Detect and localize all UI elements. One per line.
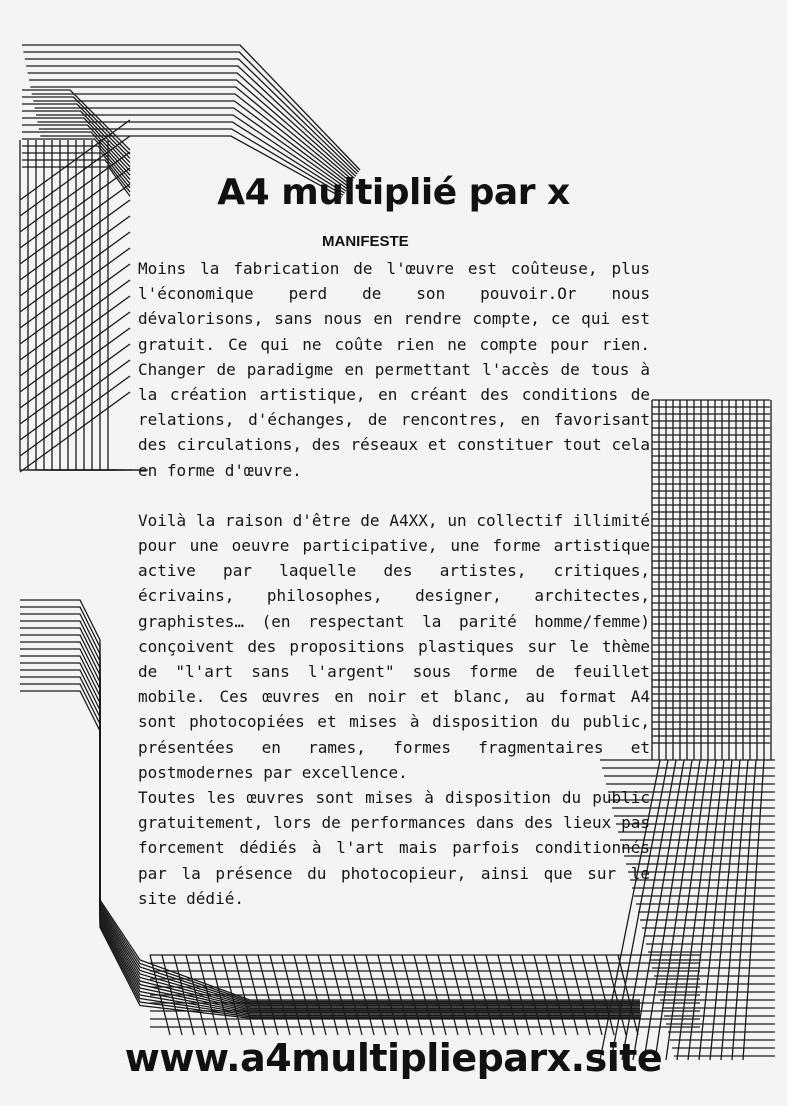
website-url: www.a4multiplieparx.site — [124, 1036, 663, 1080]
paragraph: Toutes les œuvres sont mises à disposition du public gratuitement, lors de performances dans des lieux pas forcement dédiés à l'art mais parfois conditionnés par la présence du photocopieur, ainsi que sur le site dédié. — [138, 788, 650, 908]
pattern-line — [743, 760, 764, 1060]
paragraph: Voilà la raison d'être de A4XX, un collectif illimité pour une oeuvre participative, une forme artistique active par laquelle des artistes, critiques, écrivains, philosophes, designer, architectes, graphistes… (en respectant la parité homme/femme) conçoivent des propositions plastiques sur le thème de "l'art sans l'argent" sous forme de feuillet mobile. Ces œuvres en noir et blanc, au format A4 sont photocopiées et mises à disposition du public, présentées en rames, formes fragmentaires et postmodernes par excellence. — [138, 510, 650, 782]
pattern-line — [29, 80, 353, 181]
pattern-line — [25, 59, 357, 174]
page-title: A4 multiplié par x — [217, 172, 570, 213]
pattern-line — [23, 52, 358, 172]
manifesto-text — [138, 256, 650, 911]
pattern-line — [666, 760, 708, 1060]
pattern-line — [677, 760, 716, 1060]
subtitle: MANIFESTE — [322, 233, 409, 250]
pattern-line — [699, 760, 732, 1060]
paragraph: Moins la fabrication de l'œuvre est coûteuse, plus l'économique perd de son pouvoir.Or nous dévalorisons, sans nous en rendre compte, ce qui est gratuit. Ce qui ne coûte rien ne compte pour rien. Changer de paradigme en permettant l'accès de tous à la création artistique, en créant des conditions de relations, d'échanges, de rencontres, en favorisant des circulations, des réseaux et constituer tout cela en forme d'œuvre. — [138, 259, 650, 480]
